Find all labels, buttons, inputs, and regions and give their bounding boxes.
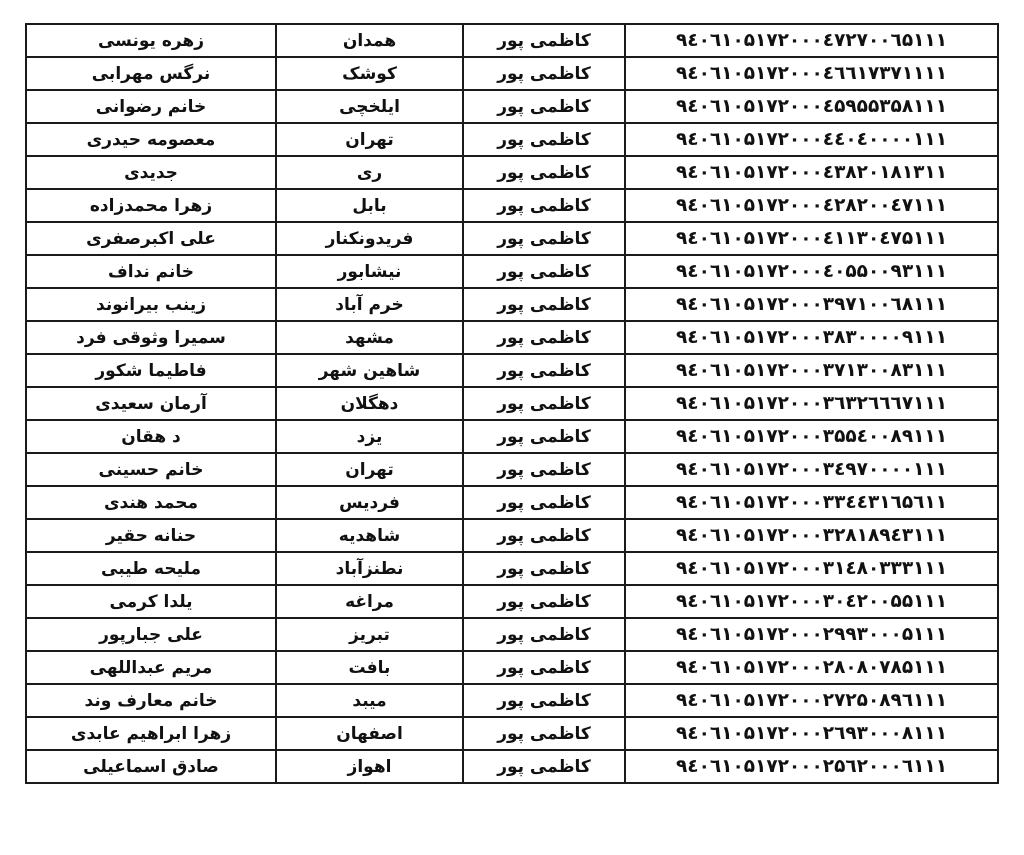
city-cell: شاهین شهر: [276, 354, 463, 387]
tracking-code-cell: ۹٤۰٦۱۰۵۱۷۲۰۰۰۳۵۵٤۰۰۸۹۱۱۱: [625, 420, 998, 453]
city-cell: دهگلان: [276, 387, 463, 420]
recipient-name-cell: صادق اسماعیلی: [26, 750, 276, 783]
tracking-code-cell: ۹٤۰٦۱۰۵۱۷۲۰۰۰۲۹۹۳۰۰۰۵۱۱۱: [625, 618, 998, 651]
city-cell: فریدونکنار: [276, 222, 463, 255]
table-row: [26, 123, 998, 156]
tracking-code-cell: ۹٤۰٦۱۰۵۱۷۲۰۰۰۲۸۰۸۰۷۸۵۱۱۱: [625, 651, 998, 684]
city-cell: خرم آباد: [276, 288, 463, 321]
agent-cell: کاظمی پور: [463, 552, 625, 585]
city-cell: ری: [276, 156, 463, 189]
table-row: [26, 90, 998, 123]
table-row: [26, 684, 998, 717]
recipient-name-cell: زهرا محمدزاده: [26, 189, 276, 222]
tracking-code-cell: ۹٤۰٦۱۰۵۱۷۲۰۰۰۲۷۲۵۰۸۹٦۱۱۱: [625, 684, 998, 717]
agent-cell: کاظمی پور: [463, 57, 625, 90]
tracking-code-cell: ۹٤۰٦۱۰۵۱۷۲۰۰۰٤٤۰٤۰۰۰۰۱۱۱: [625, 123, 998, 156]
tracking-code-cell: ۹٤۰٦۱۰۵۱۷۲۰۰۰۳٦۳۲٦٦٦۷۱۱۱: [625, 387, 998, 420]
tracking-code-cell: ۹٤۰٦۱۰۵۱۷۲۰۰۰۳۰٤۲۰۰۵۵۱۱۱: [625, 585, 998, 618]
tracking-code-cell: ۹٤۰٦۱۰۵۱۷۲۰۰۰٤۵۹۵۵۳۵۸۱۱۱: [625, 90, 998, 123]
table-row: [26, 387, 998, 420]
tracking-code-cell: ۹٤۰٦۱۰۵۱۷۲۰۰۰۲۵٦۲۰۰۰٦۱۱۱: [625, 750, 998, 783]
city-cell: مشهد: [276, 321, 463, 354]
agent-cell: کاظمی پور: [463, 354, 625, 387]
recipient-name-cell: زینب بیرانوند: [26, 288, 276, 321]
recipient-name-cell: جدیدی: [26, 156, 276, 189]
agent-cell: کاظمی پور: [463, 618, 625, 651]
agent-cell: کاظمی پور: [463, 123, 625, 156]
agent-cell: کاظمی پور: [463, 222, 625, 255]
city-cell: ایلخچی: [276, 90, 463, 123]
table-body: [26, 24, 998, 783]
tracking-code-cell: ۹٤۰٦۱۰۵۱۷۲۰۰۰٤۳۸۲۰۱۸۱۳۱۱: [625, 156, 998, 189]
tracking-code-cell: ۹٤۰٦۱۰۵۱۷۲۰۰۰٤۷۲۷۰۰٦۵۱۱۱: [625, 24, 998, 57]
table-row: [26, 321, 998, 354]
city-cell: فردیس: [276, 486, 463, 519]
table-row: [26, 618, 998, 651]
recipient-name-cell: معصومه حیدری: [26, 123, 276, 156]
recipient-name-cell: نرگس مهرابی: [26, 57, 276, 90]
table-row: [26, 453, 998, 486]
agent-cell: کاظمی پور: [463, 189, 625, 222]
city-cell: تهران: [276, 453, 463, 486]
city-cell: کوشک: [276, 57, 463, 90]
table-row: [26, 420, 998, 453]
agent-cell: کاظمی پور: [463, 684, 625, 717]
table-row: [26, 651, 998, 684]
table-row: [26, 156, 998, 189]
table-row: [26, 717, 998, 750]
tracking-code-cell: ۹٤۰٦۱۰۵۱۷۲۰۰۰۳۲۸۱۸۹٤۳۱۱۱: [625, 519, 998, 552]
city-cell: بابل: [276, 189, 463, 222]
city-cell: نیشابور: [276, 255, 463, 288]
recipient-name-cell: خانم نداف: [26, 255, 276, 288]
agent-cell: کاظمی پور: [463, 585, 625, 618]
tracking-code-cell: ۹٤۰٦۱۰۵۱۷۲۰۰۰۳۱٤۸۰۳۳۳۱۱۱: [625, 552, 998, 585]
city-cell: بافت: [276, 651, 463, 684]
tracking-code-cell: ۹٤۰٦۱۰۵۱۷۲۰۰۰۳۸۳۰۰۰۰۹۱۱۱: [625, 321, 998, 354]
recipient-name-cell: حنانه حقیر: [26, 519, 276, 552]
table-row: [26, 750, 998, 783]
agent-cell: کاظمی پور: [463, 651, 625, 684]
table-row: [26, 222, 998, 255]
tracking-code-cell: ۹٤۰٦۱۰۵۱۷۲۰۰۰٤٦٦۱۷۳۷۱۱۱۱: [625, 57, 998, 90]
recipient-name-cell: د هقان: [26, 420, 276, 453]
shipment-table: [25, 23, 999, 784]
table-row: [26, 519, 998, 552]
tracking-code-cell: ۹٤۰٦۱۰۵۱۷۲۰۰۰٤۱۱۳۰٤۷۵۱۱۱: [625, 222, 998, 255]
recipient-name-cell: زهره یونسی: [26, 24, 276, 57]
agent-cell: کاظمی پور: [463, 717, 625, 750]
recipient-name-cell: فاطیما شکور: [26, 354, 276, 387]
recipient-name-cell: علی جبارپور: [26, 618, 276, 651]
tracking-code-cell: ۹٤۰٦۱۰۵۱۷۲۰۰۰٤۲۸۲۰۰٤۷۱۱۱: [625, 189, 998, 222]
recipient-name-cell: خانم معارف وند: [26, 684, 276, 717]
agent-cell: کاظمی پور: [463, 420, 625, 453]
agent-cell: کاظمی پور: [463, 486, 625, 519]
agent-cell: کاظمی پور: [463, 24, 625, 57]
agent-cell: کاظمی پور: [463, 288, 625, 321]
city-cell: تهران: [276, 123, 463, 156]
city-cell: یزد: [276, 420, 463, 453]
city-cell: نطنزآباد: [276, 552, 463, 585]
city-cell: اصفهان: [276, 717, 463, 750]
city-cell: اهواز: [276, 750, 463, 783]
table-row: [26, 255, 998, 288]
table-row: [26, 585, 998, 618]
tracking-code-cell: ۹٤۰٦۱۰۵۱۷۲۰۰۰۳۷۱۳۰۰۸۳۱۱۱: [625, 354, 998, 387]
agent-cell: کاظمی پور: [463, 519, 625, 552]
agent-cell: کاظمی پور: [463, 321, 625, 354]
tracking-code-cell: ۹٤۰٦۱۰۵۱۷۲۰۰۰۲٦۹۳۰۰۰۸۱۱۱: [625, 717, 998, 750]
agent-cell: کاظمی پور: [463, 453, 625, 486]
tracking-code-cell: ۹٤۰٦۱۰۵۱۷۲۰۰۰۳٤۹۷۰۰۰۰۱۱۱: [625, 453, 998, 486]
agent-cell: کاظمی پور: [463, 156, 625, 189]
table-row: [26, 552, 998, 585]
recipient-name-cell: مریم عبداللهی: [26, 651, 276, 684]
agent-cell: کاظمی پور: [463, 255, 625, 288]
city-cell: مراغه: [276, 585, 463, 618]
agent-cell: کاظمی پور: [463, 90, 625, 123]
table-row: [26, 57, 998, 90]
recipient-name-cell: محمد هندی: [26, 486, 276, 519]
recipient-name-cell: آرمان سعیدی: [26, 387, 276, 420]
agent-cell: کاظمی پور: [463, 387, 625, 420]
recipient-name-cell: خانم حسینی: [26, 453, 276, 486]
table-row: [26, 24, 998, 57]
city-cell: تبریز: [276, 618, 463, 651]
recipient-name-cell: خانم رضوانی: [26, 90, 276, 123]
recipient-name-cell: علی اکبرصفری: [26, 222, 276, 255]
recipient-name-cell: ملیحه طیبی: [26, 552, 276, 585]
table-row: [26, 189, 998, 222]
city-cell: همدان: [276, 24, 463, 57]
recipient-name-cell: سمیرا وثوقی فرد: [26, 321, 276, 354]
table-row: [26, 288, 998, 321]
recipient-name-cell: یلدا کرمی: [26, 585, 276, 618]
tracking-code-cell: ۹٤۰٦۱۰۵۱۷۲۰۰۰٤۰۵۵۰۰۹۳۱۱۱: [625, 255, 998, 288]
tracking-code-cell: ۹٤۰٦۱۰۵۱۷۲۰۰۰۳۹۷۱۰۰٦۸۱۱۱: [625, 288, 998, 321]
city-cell: میبد: [276, 684, 463, 717]
tracking-code-cell: ۹٤۰٦۱۰۵۱۷۲۰۰۰۳۳٤٤۳۱٦۵٦۱۱: [625, 486, 998, 519]
city-cell: شاهدیه: [276, 519, 463, 552]
recipient-name-cell: زهرا ابراهیم عابدی: [26, 717, 276, 750]
table-row: [26, 486, 998, 519]
agent-cell: کاظمی پور: [463, 750, 625, 783]
table-row: [26, 354, 998, 387]
